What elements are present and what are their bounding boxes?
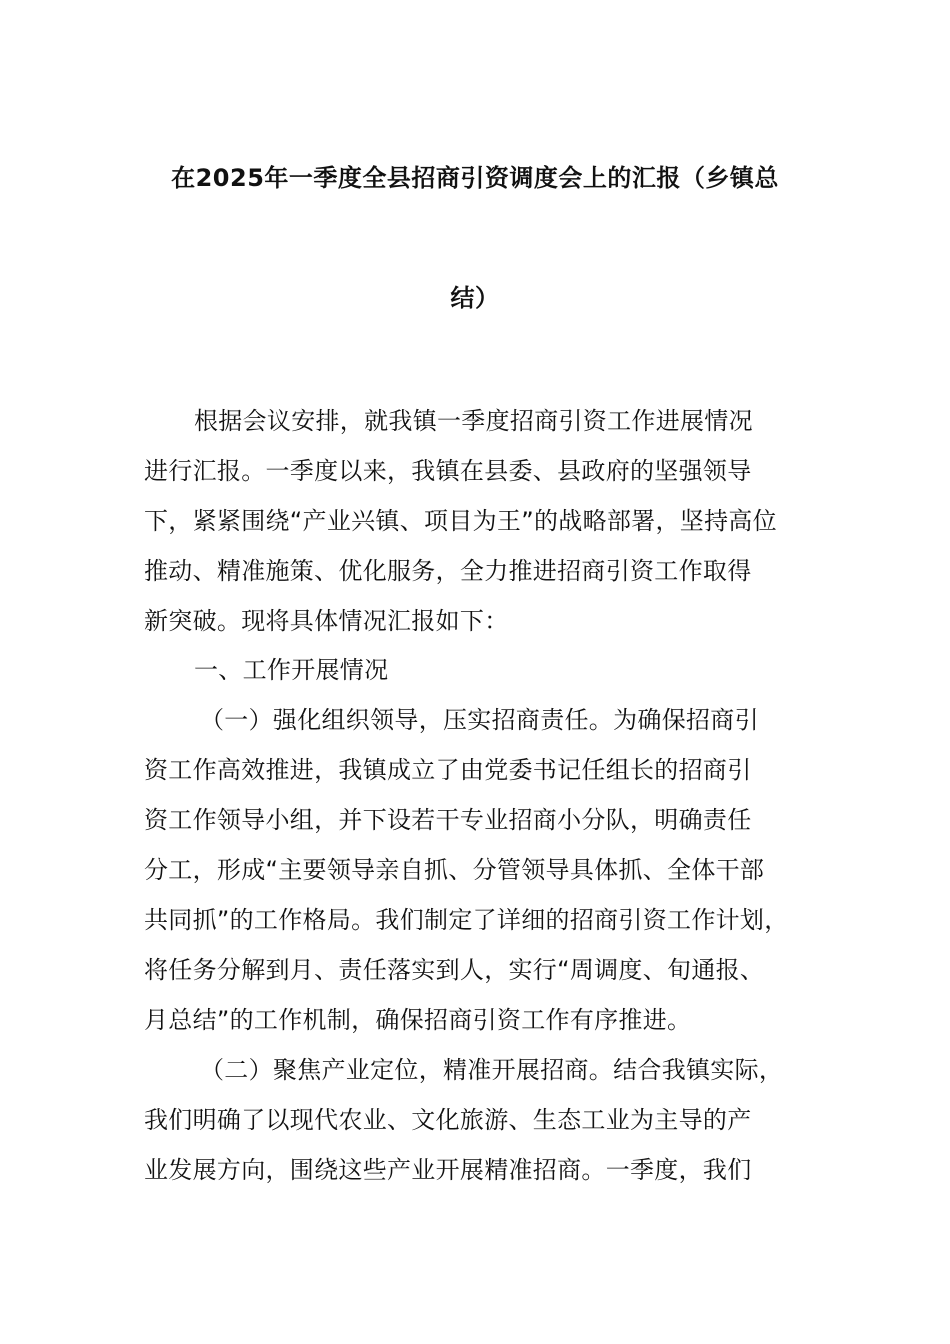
paragraph-line: （二）聚焦产业定位，精准开展招商。结合我镇实际， [200, 1056, 784, 1084]
paragraph-line: 根据会议安排，就我镇一季度招商引资工作进展情况 [194, 407, 753, 435]
paragraph-line: 月总结”的工作机制，确保招商引资工作有序推进。 [144, 1006, 692, 1034]
paragraph-line: 将任务分解到月、责任落实到人，实行“周调度、旬通报、 [144, 956, 765, 984]
paragraph-line: 我们明确了以现代农业、文化旅游、生态工业为主导的产 [144, 1106, 752, 1134]
paragraph-line: 共同抓”的工作格局。我们制定了详细的招商引资工作计划， [144, 906, 789, 934]
paragraph-line: 进行汇报。一季度以来，我镇在县委、县政府的坚强领导 [144, 457, 752, 485]
paragraph-line: 资工作高效推进，我镇成立了由党委书记任组长的招商引 [144, 756, 752, 784]
paragraph-line: 分工，形成“主要领导亲自抓、分管领导具体抓、全体干部 [144, 856, 765, 884]
paragraph-line: 资工作领导小组，并下设若干专业招商小分队，明确责任 [144, 806, 752, 834]
paragraph-line: （一）强化组织领导，压实招商责任。为确保招商引 [200, 706, 759, 734]
document-title-line-2: 结） [450, 284, 500, 312]
paragraph-line: 新突破。现将具体情况汇报如下： [144, 607, 509, 635]
section-heading: 一、工作开展情况 [194, 656, 389, 684]
paragraph-line: 推动、精准施策、优化服务，全力推进招商引资工作取得 [144, 557, 752, 585]
document-title-line-1: 在2025年一季度全县招商引资调度会上的汇报（乡镇总 [171, 164, 779, 192]
paragraph-line: 下，紧紧围绕“产业兴镇、项目为王”的战略部署，坚持高位 [144, 507, 777, 535]
paragraph-line: 业发展方向，围绕这些产业开展精准招商。一季度，我们 [144, 1156, 752, 1184]
